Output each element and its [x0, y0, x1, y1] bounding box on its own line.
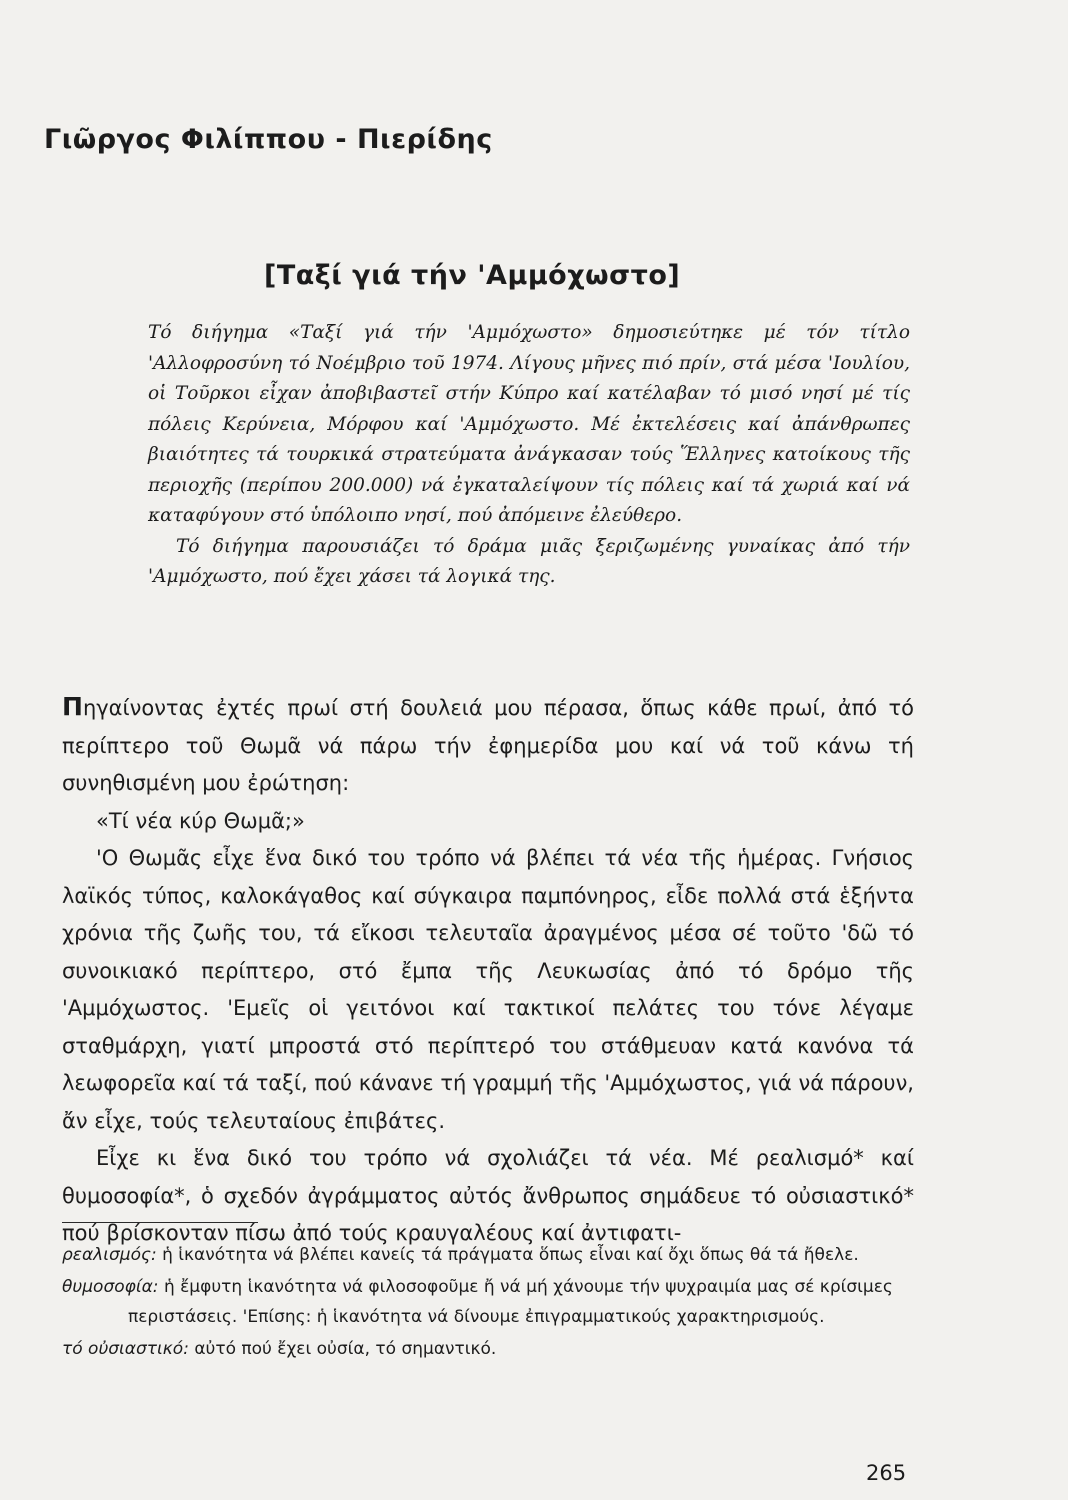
- footnote: [62, 1272, 914, 1332]
- footnote-term: τό οὐσιαστικό:: [62, 1339, 189, 1359]
- intro-paragraph: Τό διήγημα «Ταξί γιά τήν 'Αμμόχωστο» δημοσιεύτηκε μέ τόν τίτλο 'Αλλοφροσύνη τό Νοέμβριο τοῦ 1974. Λίγους μῆνες πιό πρίν, στά μέσα 'Ιουλίου, οἱ Τοῦρκοι εἶχαν ἀποβιβαστεῖ στήν Κύπρο καί κατέλαβαν τό μισό νησί μέ τίς πόλεις Κερύνεια, Μόρφου καί 'Αμμόχωστο. Μέ ἐκτελέσεις καί ἀπάνθρωπες βιαιότητες τά τουρκικά στρατεύματα ἀνάγκασαν τούς Ἕλληνες κατοίκους τῆς περιοχῆς (περίπου 200.000) νά ἐγκαταλείψουν τίς πόλεις καί τά χωριά καί νά καταφύγουν στό ὑπόλοιπο νησί, πού ἀπόμεινε ἐλεύθερο.: [148, 322, 910, 526]
- footnote-definition: αὐτό πού ἔχει οὐσία, τό σημαντικό.: [194, 1339, 497, 1359]
- footnote-term: θυμοσοφία:: [62, 1277, 159, 1297]
- introduction: [148, 318, 910, 593]
- intro-paragraph: Τό διήγημα παρουσιάζει τό δράμα μιᾶς ξεριζωμένης γυναίκας ἀπό τήν 'Αμμόχωστο, πού ἔχει χάσει τά λογικά της.: [148, 535, 910, 587]
- body-paragraph: [62, 688, 914, 803]
- author-name: Γιῶργος Φιλίππου - Πιερίδης: [44, 124, 493, 155]
- body-paragraph: «Τί νέα κύρ Θωμᾶ;»: [96, 808, 305, 833]
- footnote-term: ρεαλισμός:: [62, 1245, 157, 1265]
- story-title: [Ταξί γιά τήν 'Αμμόχωστο]: [264, 260, 681, 291]
- footnote-definition: ἡ ἔμφυτη ἱκανότητα νά φιλοσοφοῦμε ἤ νά μή χάνουμε τήν ψυχραιμία μας σέ κρίσιμες περιστάσεις. 'Επίσης: ἡ ἱκανότητα νά δίνουμε ἐπιγραμματικούς χαρακτηρισμούς.: [128, 1277, 893, 1327]
- body-paragraph: 'Ο Θωμᾶς εἶχε ἕνα δικό του τρόπο νά βλέπει τά νέα τῆς ἡμέρας. Γνήσιος λαϊκός τύπος, καλοκάγαθος καί σύγκαιρα παμπόνηρος, εἶδε πολλά στά ἑξήντα χρόνια τῆς ζωῆς του, τά εἴκοσι τελευταῖα ἀραγμένος μέσα σέ τοῦτο 'δῶ τό συνοικιακό περίπτερο, στό ἔμπα τῆς Λευκωσίας ἀπό τό δρόμο τῆς 'Αμμόχωστος. 'Εμεῖς οἱ γειτόνοι καί τακτικοί πελάτες του τόνε λέγαμε σταθμάρχη, γιατί μπροστά στό περίπτερό του στάθμευαν κατά κανόνα τά λεωφορεῖα καί τά ταξί, πού κάνανε τή γραμμή τῆς 'Αμμόχωστος, γιά νά πάρουν, ἄν εἶχε, τούς τελευταίους ἐπιβάτες.: [62, 846, 914, 1133]
- footnote: [62, 1240, 914, 1270]
- footnotes: [62, 1240, 914, 1366]
- page-number: 265: [866, 1461, 907, 1485]
- footnote-definition: ἡ ἱκανότητα νά βλέπει κανείς τά πράγματα ὅπως εἶναι καί ὄχι ὅπως θά τά ἤθελε.: [162, 1245, 859, 1265]
- body-paragraph-text: ηγαίνοντας ἐχτές πρωί στή δουλειά μου πέρασα, ὅπως κάθε πρωί, ἀπό τό περίπτερο τοῦ Θωμᾶ νά πάρω τήν ἐφημερίδα μου καί νά τοῦ κάνω τή συνηθισμένη μου ἐρώτηση:: [62, 696, 914, 795]
- footnote-divider: [62, 1222, 258, 1223]
- body-paragraph: Εἶχε κι ἕνα δικό του τρόπο νά σχολιάζει τά νέα. Μέ ρεαλισμό* καί θυμοσοφία*, ὁ σχεδόν ἀγράμματος αὐτός ἄνθρωπος σημάδευε τό οὐσιαστικό* πού βρίσκονταν πίσω ἀπό τούς κραυγαλέους καί ἀντιφατι-: [62, 1146, 914, 1245]
- story-text: [62, 688, 914, 1253]
- drop-cap: Π: [62, 692, 83, 721]
- footnote: [62, 1334, 914, 1364]
